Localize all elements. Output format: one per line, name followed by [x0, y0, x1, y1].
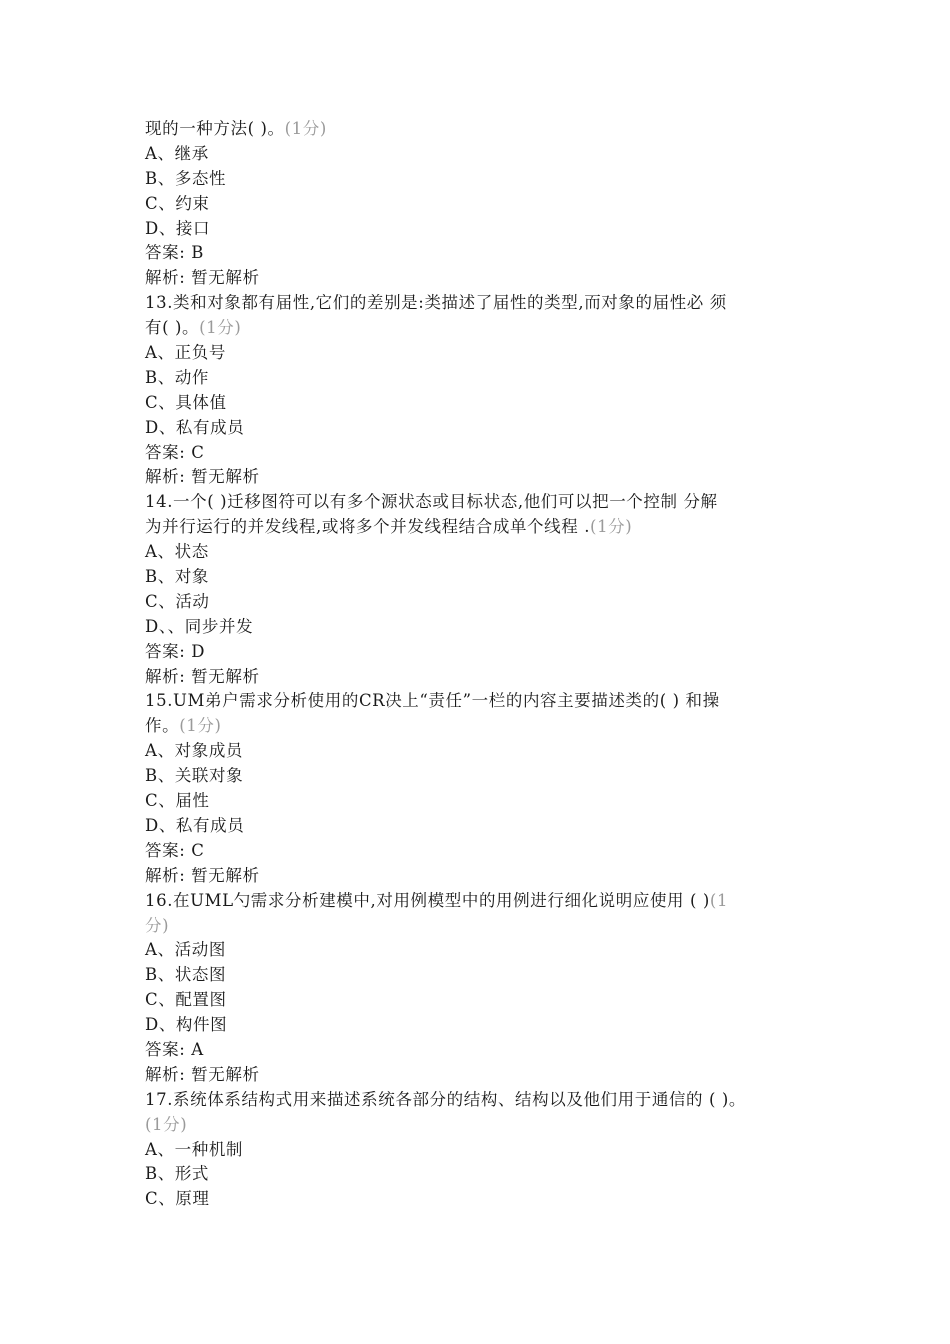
option-c: C、届性: [145, 791, 210, 811]
option-c: C、活动: [145, 591, 210, 611]
score-label: (1分): [590, 517, 633, 537]
option-d: D、私有成员: [145, 815, 245, 835]
question-line: 现的一种方法( )。(1分): [145, 119, 327, 138]
question-14: 14.一个( )迁移图符可以有多个源状态或目标状态,他们可以把一个控制 分解: [145, 492, 718, 512]
score-label: (1分): [179, 716, 222, 736]
answer-line: 答案: D: [145, 641, 206, 661]
option-b: B、关联对象: [145, 766, 244, 786]
option-d: D、、同步并发: [145, 616, 254, 636]
question-line: 作。(1分): [145, 716, 222, 736]
score-label: (1分): [199, 318, 242, 338]
option-b: B、对象: [145, 567, 210, 587]
score-label: (1分): [284, 119, 327, 138]
analysis-line: 解析: 暂无解析: [145, 268, 260, 288]
option-d: D、私有成员: [145, 417, 245, 437]
option-c: C、原理: [145, 1189, 210, 1209]
analysis-line: 解析: 暂无解析: [145, 467, 260, 487]
option-b: B、形式: [145, 1164, 210, 1184]
question-line: 为并行运行的并发线程,或将多个并发线程结合成单个线程 .(1分): [145, 517, 633, 537]
score-label: (1: [709, 890, 729, 910]
analysis-line: 解析: 暂无解析: [145, 1064, 260, 1084]
question-line: 有( )。(1分): [145, 318, 242, 338]
question-16: 16.在UML勺需求分析建模中,对用例模型中的用例进行细化说明应使用 ( )(1: [145, 890, 729, 910]
option-a: A、状态: [145, 542, 209, 562]
option-a: A、继承: [145, 143, 209, 163]
exam-page: [145, 117, 825, 1212]
question-15: 15.UM弟户需求分析使用的CR决上“责任”一栏的内容主要描述类的( ) 和操: [145, 691, 720, 711]
option-b: B、动作: [145, 367, 210, 387]
answer-line: 答案: A: [145, 1039, 204, 1059]
option-a: A、活动图: [145, 940, 226, 960]
score-label: (1分): [145, 1114, 188, 1134]
analysis-line: 解析: 暂无解析: [145, 865, 260, 885]
option-d: D、接口: [145, 218, 211, 238]
analysis-line: 解析: 暂无解析: [145, 666, 260, 686]
option-c: C、约束: [145, 193, 210, 213]
option-a: A、一种机制: [145, 1139, 244, 1159]
answer-line: 答案: B: [145, 243, 204, 263]
question-line: [145, 914, 825, 939]
answer-line: 答案: C: [145, 840, 205, 860]
question-17: 17.系统体系结构式用来描述系统各部分的结构、结构以及他们用于通信的 ( )。: [145, 1089, 747, 1109]
option-b: B、状态图: [145, 965, 227, 985]
score-label: 分): [145, 915, 170, 935]
option-b: B、多态性: [145, 168, 227, 188]
answer-line: 答案: C: [145, 442, 205, 462]
question-line: [145, 1113, 825, 1138]
option-a: A、正负号: [145, 343, 226, 363]
question-13: 13.类和对象都有届性,它们的差别是:类描述了届性的类型,而对象的届性必 须: [145, 293, 727, 313]
option-c: C、配置图: [145, 990, 227, 1010]
option-d: D、构件图: [145, 1015, 228, 1035]
option-c: C、具体值: [145, 392, 227, 412]
option-a: A、对象成员: [145, 741, 244, 761]
